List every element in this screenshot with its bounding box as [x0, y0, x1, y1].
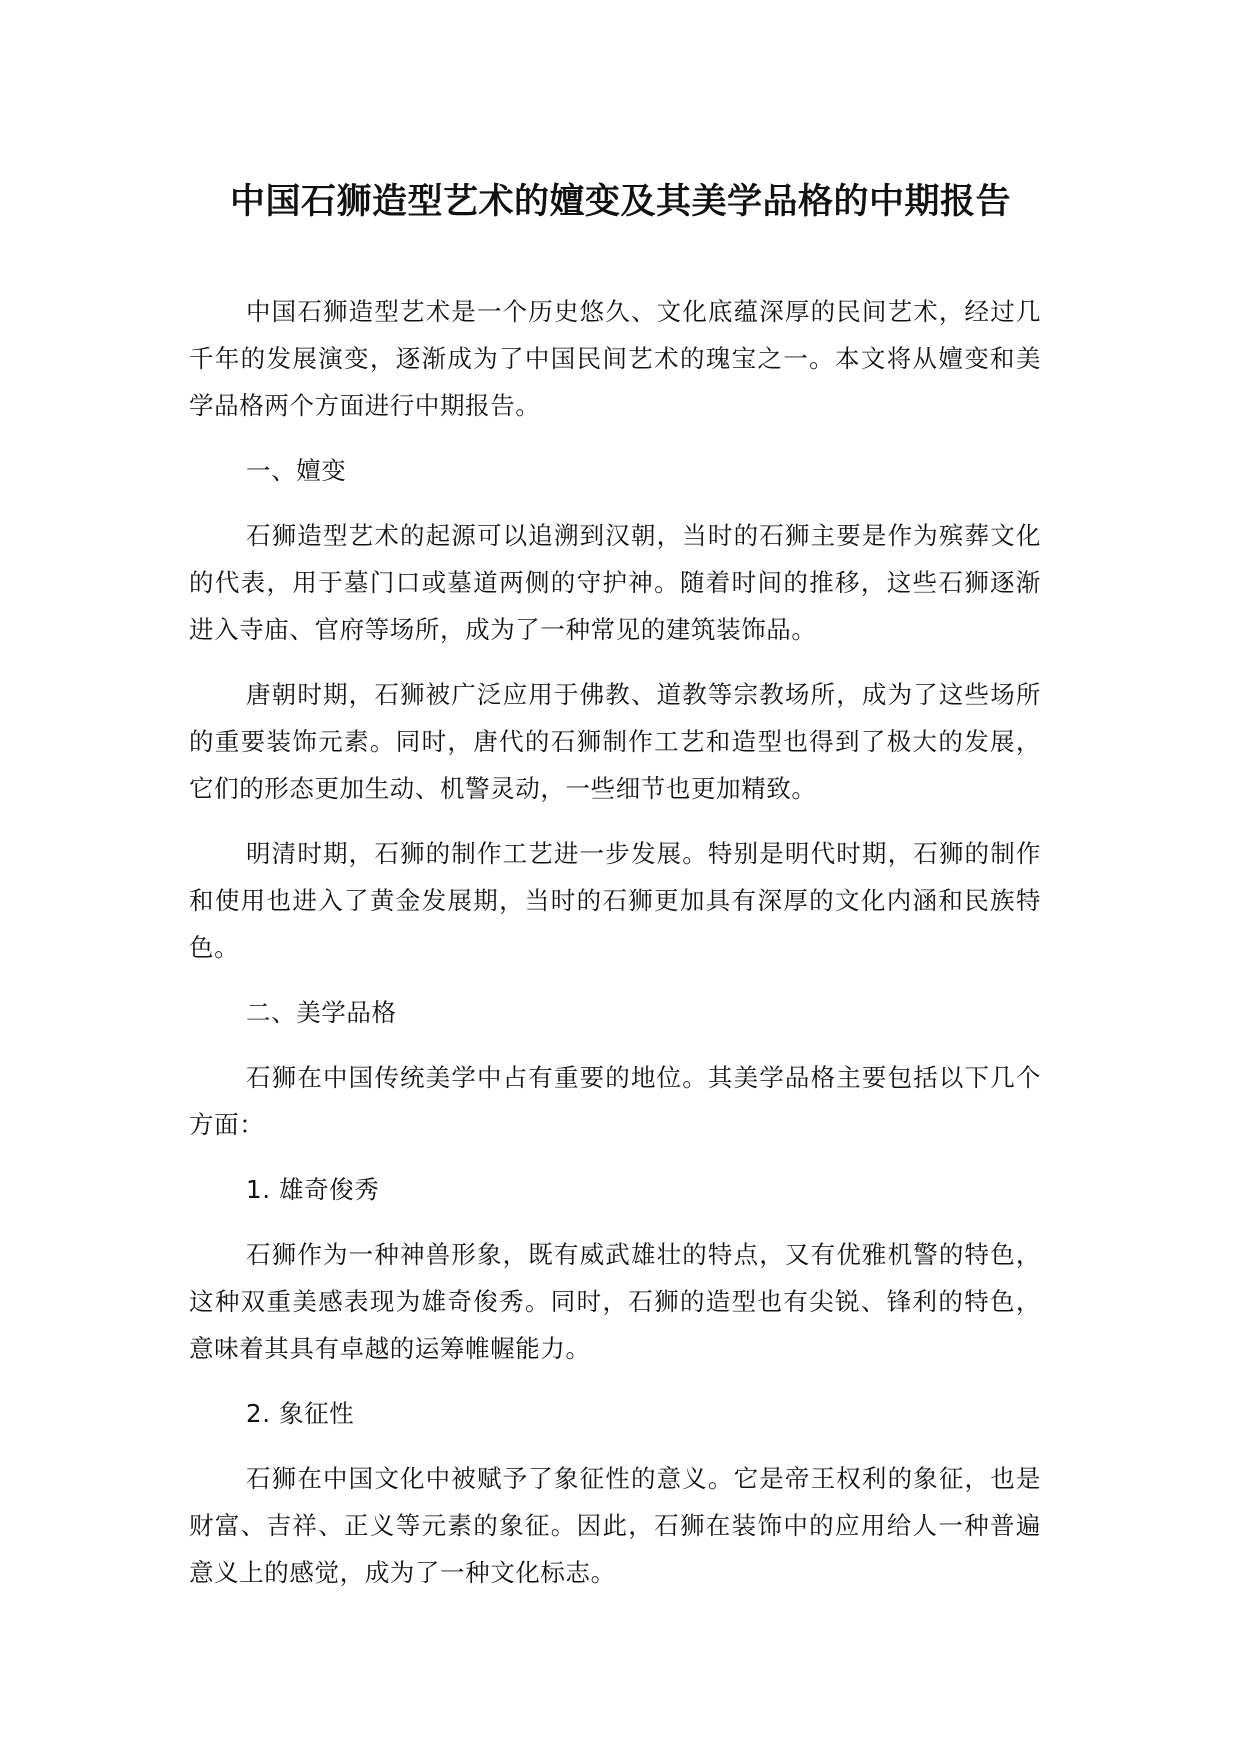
aesthetics-intro-paragraph: 石狮在中国传统美学中占有重要的地位。其美学品格主要包括以下几个方面：	[189, 1063, 1041, 1139]
intro-paragraph: 中国石狮造型艺术是一个历史悠久、文化底蕴深厚的民间艺术，经过几千年的发展演变，逐渐成为了中国民间艺术的瑰宝之一。本文将从嬗变和美学品格两个方面进行中期报告。	[189, 297, 1041, 420]
paragraph-tang: 唐朝时期，石狮被广泛应用于佛教、道教等宗教场所，成为了这些场所的重要装饰元素。同时，唐代的石狮制作工艺和造型也得到了极大的发展，它们的形态更加生动、机警灵动，一些细节也更加精致。	[189, 680, 1041, 803]
subheading-majestic-elegance: 1. 雄奇俊秀	[246, 1175, 380, 1204]
document-title: 中国石狮造型艺术的嬗变及其美学品格的中期报告	[229, 182, 1011, 222]
paragraph-ming-qing: 明清时期，石狮的制作工艺进一步发展。特别是明代时期，石狮的制作和使用也进入了黄金发展期，当时的石狮更加具有深厚的文化内涵和民族特色。	[189, 839, 1041, 962]
document-body	[189, 288, 1041, 1614]
paragraph-majestic-elegance: 石狮作为一种神兽形象，既有威武雄壮的特点，又有优雅机警的特色，这种双重美感表现为雄奇俊秀。同时，石狮的造型也有尖锐、锋利的特色，意味着其具有卓越的运筹帷幄能力。	[189, 1240, 1041, 1363]
paragraph-symbolism: 石狮在中国文化中被赋予了象征性的意义。它是帝王权利的象征，也是财富、吉祥、正义等元素的象征。因此，石狮在装饰中的应用给人一种普遍意义上的感觉，成为了一种文化标志。	[189, 1464, 1041, 1587]
section-heading-aesthetics: 二、美学品格	[246, 998, 397, 1027]
section-heading-evolution: 一、嬗变	[246, 456, 347, 485]
paragraph-han-origin: 石狮造型艺术的起源可以追溯到汉朝，当时的石狮主要是作为殡葬文化的代表，用于墓门口或墓道两侧的守护神。随着时间的推移，这些石狮逐渐进入寺庙、官府等场所，成为了一种常见的建筑装饰品。	[189, 521, 1041, 644]
subheading-symbolism: 2. 象征性	[246, 1399, 355, 1428]
